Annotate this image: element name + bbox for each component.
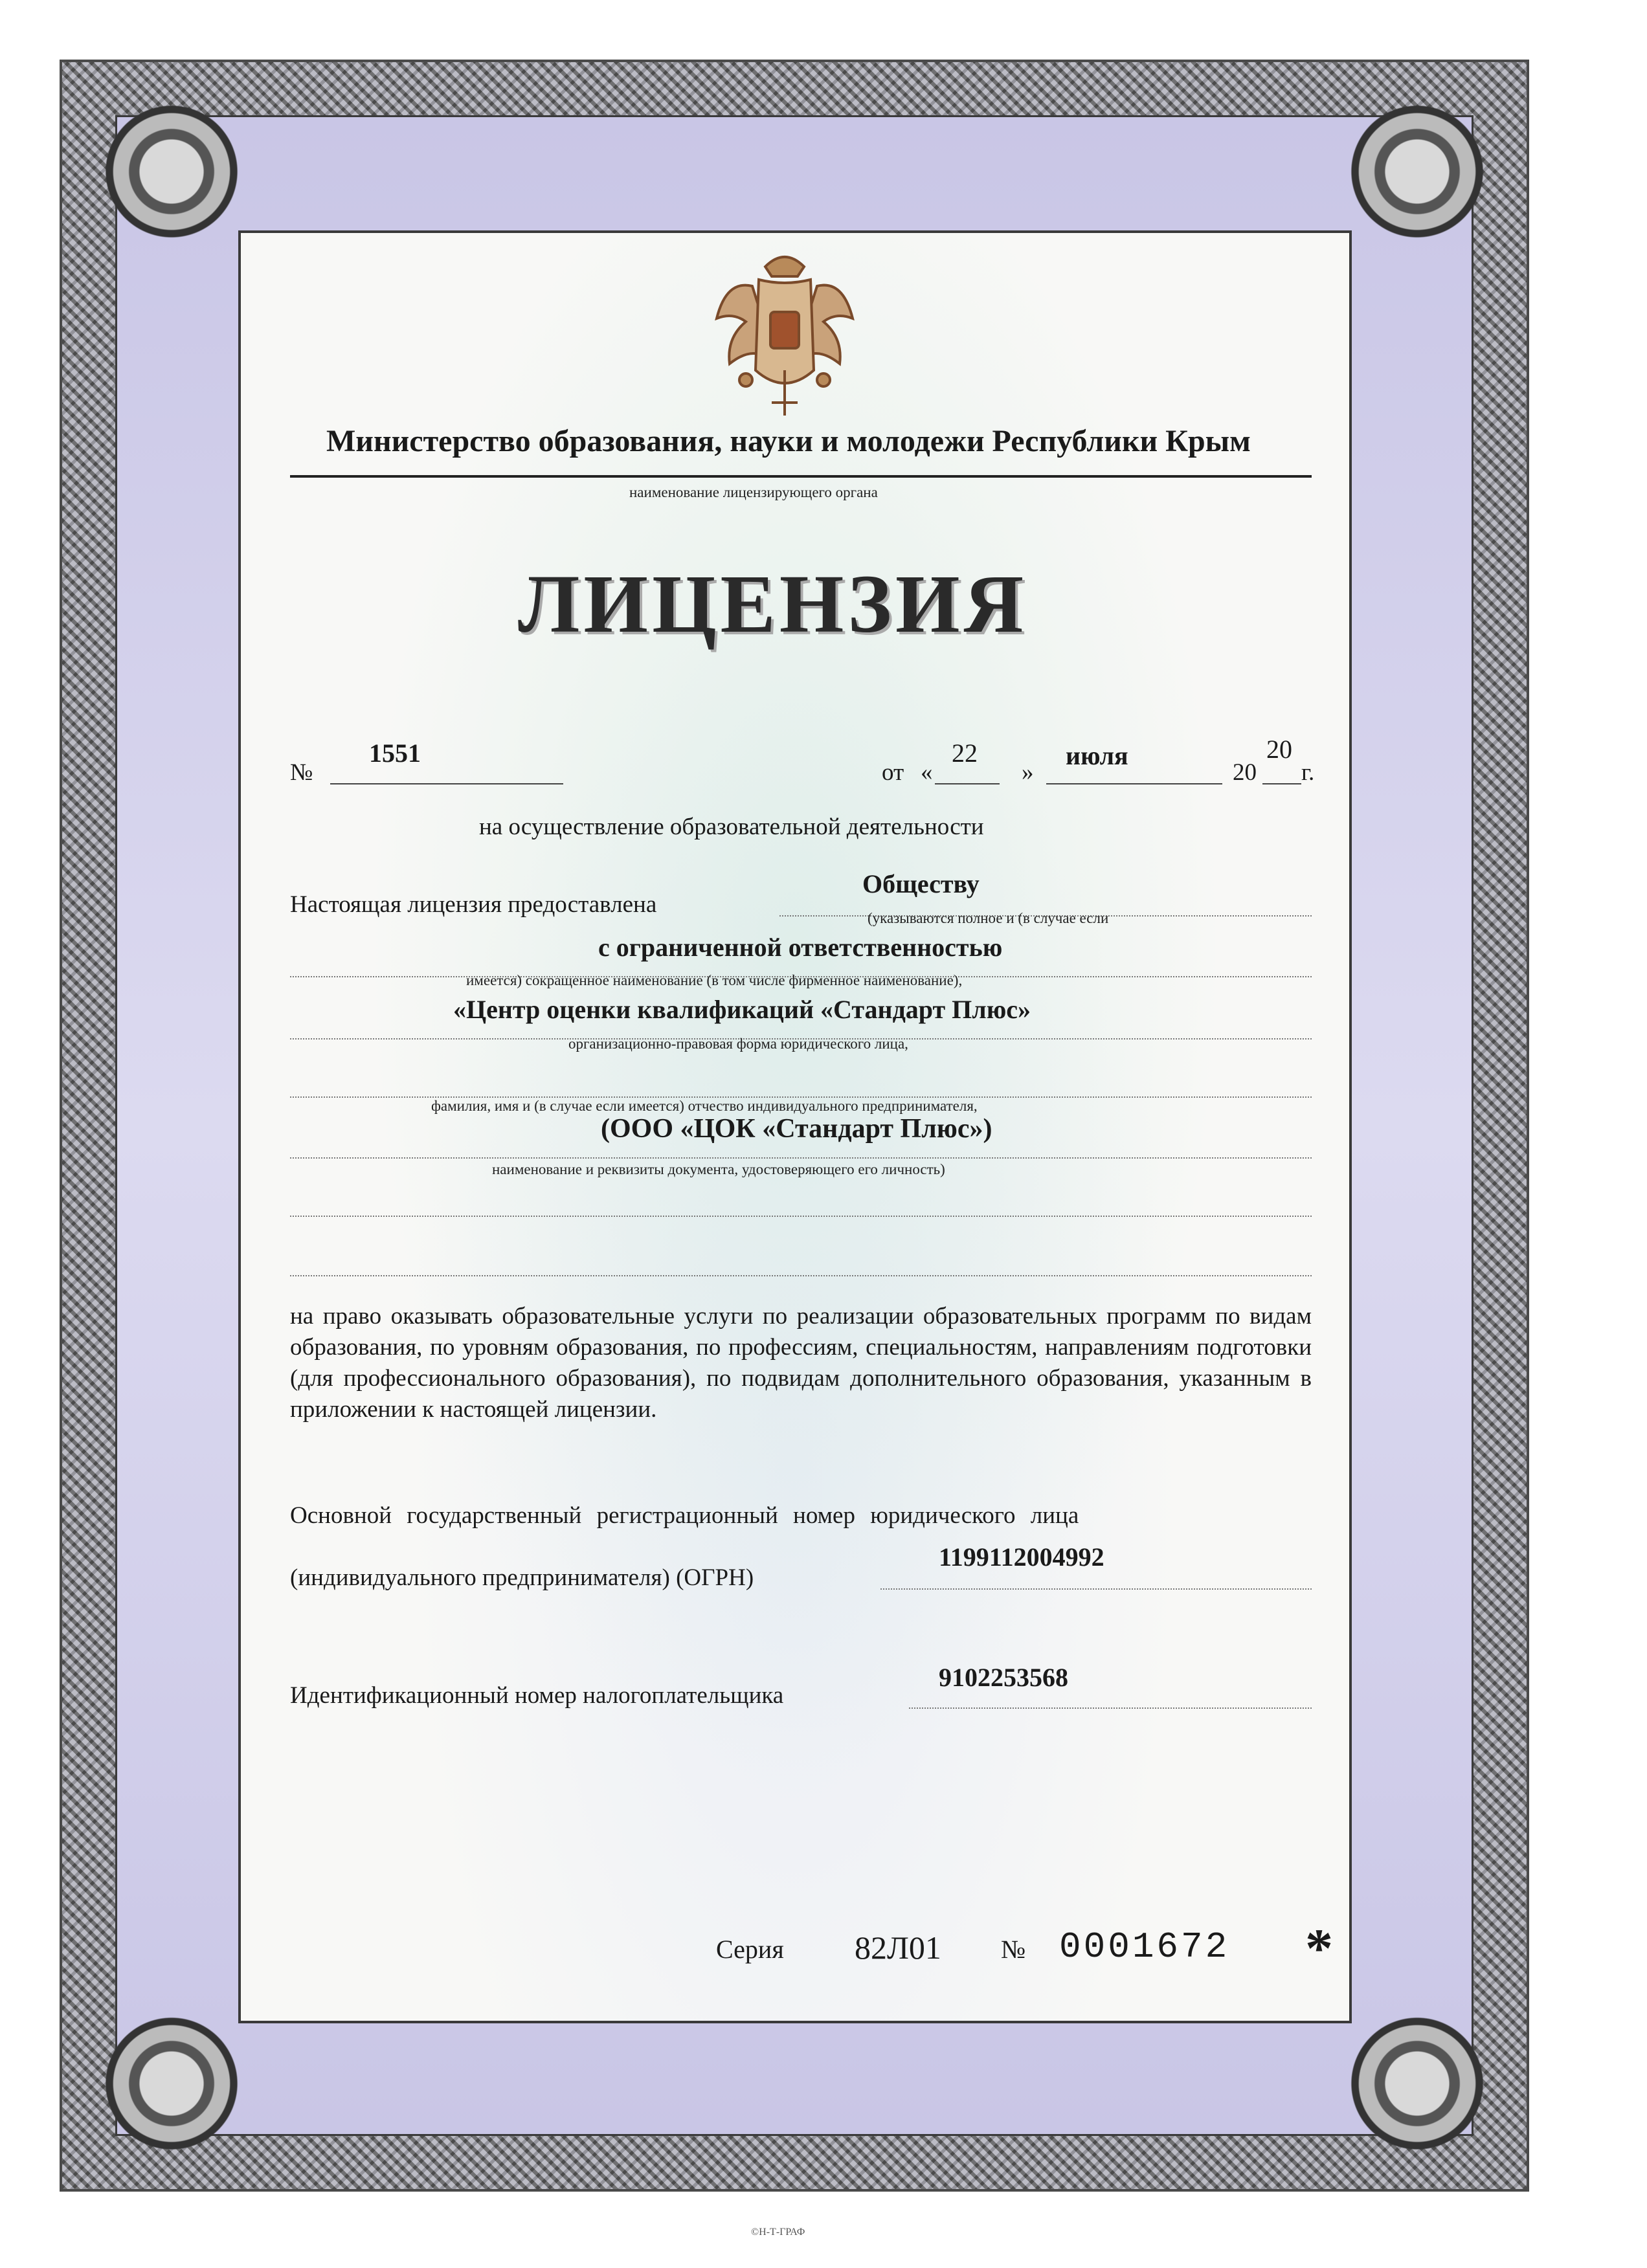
date-year-suffix: 20	[1266, 735, 1292, 764]
activity-type: на осуществление образовательной деятельности	[479, 814, 984, 840]
grantee-line-2: с ограниченной ответственностью	[598, 933, 1003, 962]
corner-ornament-bottom-left	[97, 2009, 246, 2158]
date-close-quote: »	[1022, 759, 1034, 786]
grantee-intro: Настоящая лицензия предоставлена	[290, 891, 657, 918]
license-number-label: №	[290, 759, 313, 786]
grantee-caption-4: фамилия, имя и (в случае если имеется) отчество индивидуального предпринимателя,	[431, 1098, 978, 1114]
blank-line-2	[290, 1275, 1312, 1276]
authority-caption: наименование лицензирующего органа	[629, 484, 878, 500]
coat-of-arms-icon	[707, 241, 862, 435]
asterisk-mark: *	[1305, 1917, 1333, 1979]
grantee-caption-3: организационно-правовая форма юридического лица,	[568, 1036, 908, 1052]
date-from-label: от	[882, 759, 904, 786]
grantee-caption-5: наименование и реквизиты документа, удостоверяющего его личность)	[492, 1161, 945, 1177]
grantee-caption-1: (указываются полное и (в случае если	[868, 910, 1109, 926]
license-number-underline	[330, 783, 563, 784]
inn-value: 9102253568	[939, 1663, 1068, 1692]
form-number-value: 0001672	[1059, 1926, 1230, 1968]
license-number-value: 1551	[369, 739, 421, 768]
form-series-value: 82Л01	[855, 1929, 941, 1966]
form-number-label: №	[1001, 1935, 1026, 1964]
ogrn-value: 1199112004992	[939, 1542, 1104, 1572]
form-series-label: Серия	[716, 1935, 784, 1964]
grantee-line-3: «Центр оценки квалификаций «Стандарт Плюс»	[453, 995, 1031, 1024]
authority-underline	[290, 475, 1312, 478]
corner-ornament-top-right	[1343, 97, 1492, 246]
corner-ornament-top-left	[97, 97, 246, 246]
licensing-authority-name: Министерство образования, науки и молодежи Республики Крым	[326, 424, 1251, 458]
date-month-underline	[1046, 783, 1222, 784]
date-month: июля	[1066, 741, 1128, 770]
document-title: ЛИЦЕНЗИЯ	[518, 558, 1027, 650]
corner-ornament-bottom-right	[1343, 2009, 1492, 2158]
grantee-line-4: (ООО «ЦОК «Стандарт Плюс»)	[601, 1114, 992, 1144]
date-day-underline	[935, 783, 1000, 784]
date-open-quote: «	[921, 759, 933, 786]
inn-underline	[909, 1707, 1312, 1709]
grantee-line-1: Обществу	[862, 869, 980, 898]
date-year-prefix: 20	[1233, 759, 1257, 786]
grantee-underline-5	[290, 1157, 1312, 1159]
inn-label: Идентификационный номер налогоплательщика	[290, 1682, 784, 1709]
blank-line-1	[290, 1216, 1312, 1217]
ogrn-underline	[880, 1588, 1312, 1590]
printer-mark: ©Н-Т-ГРАФ	[751, 2227, 805, 2238]
date-year-underline	[1262, 783, 1301, 784]
grantee-caption-2: имеется) сокращенное наименование (в том числе фирменное наименование),	[466, 972, 963, 988]
rights-paragraph: на право оказывать образовательные услуги по реализации образовательных программ по видам образования, по уровням образования, по профессиям, специальностям, направлениям подготовки (для профессионального образования), по подвидам дополнительного образования, указанным в приложении к настоящей лицензии.	[290, 1303, 1312, 1423]
ogrn-label-line-1: Основной государственный регистрационный номер юридического лица	[290, 1502, 1079, 1529]
ogrn-label-line-2: (индивидуального предпринимателя) (ОГРН)	[290, 1564, 754, 1591]
date-day: 22	[952, 739, 978, 768]
date-year-end: г.	[1301, 759, 1315, 786]
